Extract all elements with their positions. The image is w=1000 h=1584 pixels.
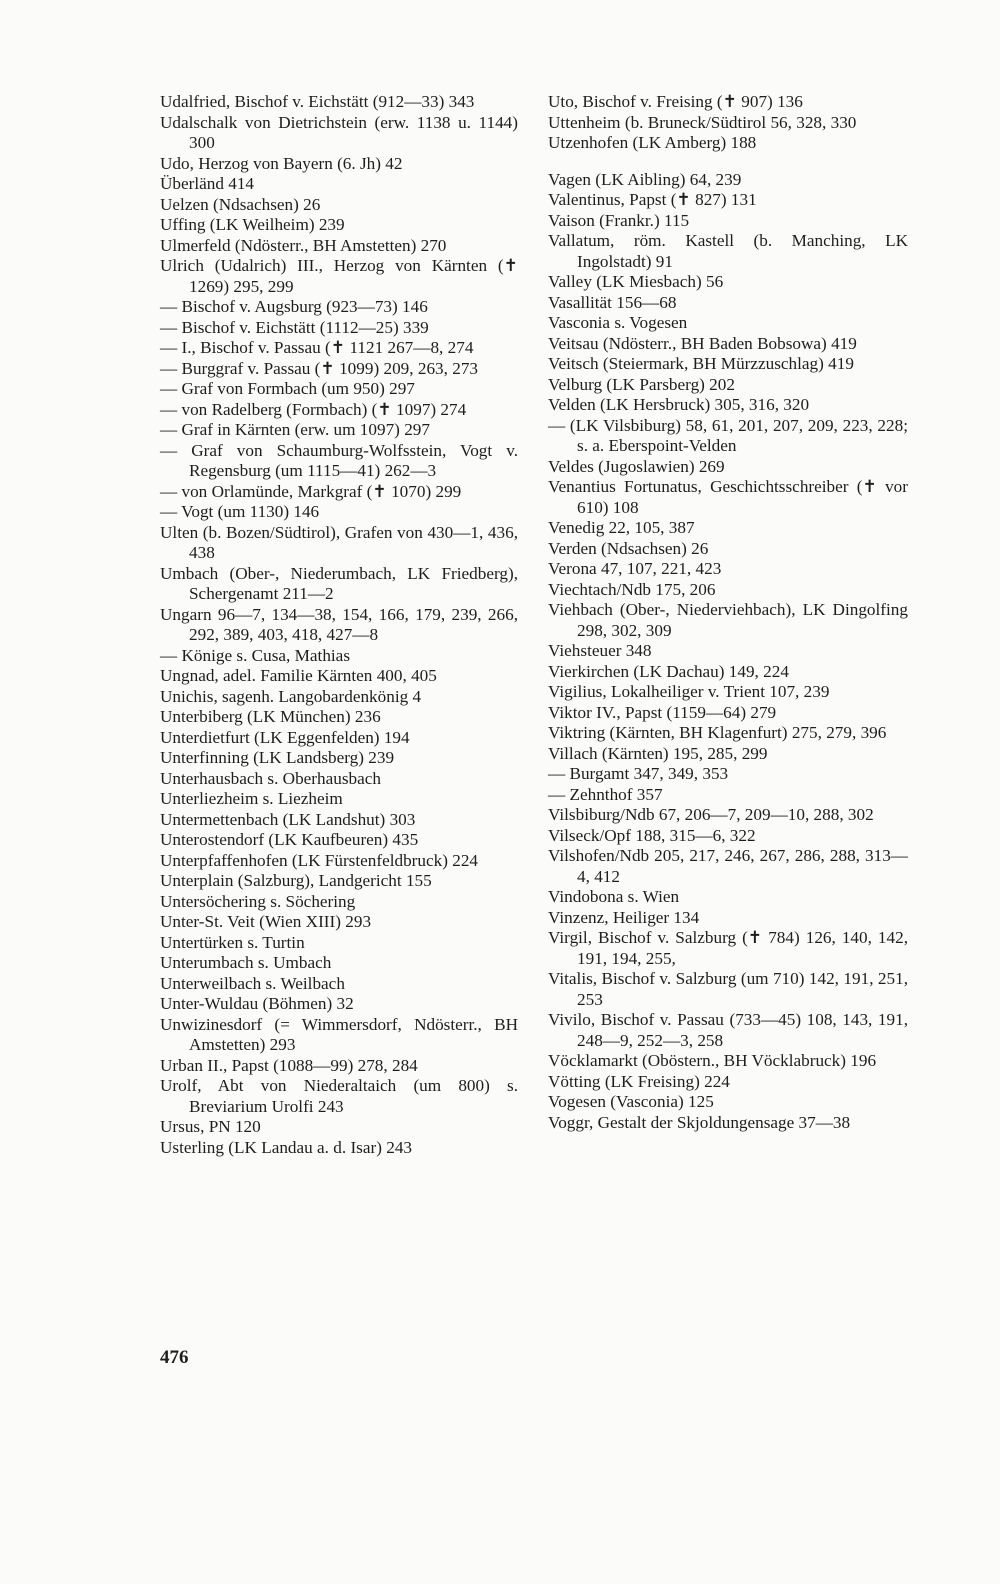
index-entry: Vilsbiburg/Ndb 67, 206—7, 209—10, 288, 302 [548,805,874,824]
index-entry: Unichis, sagenh. Langobardenkönig 4 [160,686,422,706]
index-entry: Vilseck/Opf 188, 315—6, 322 [548,825,756,845]
index-entry: Verden (Ndsachsen) 26 [548,538,709,558]
index-entry: Verona 47, 107, 221, 423 [548,559,722,578]
index-entry: Vallatum, röm. Kastell (b. Manching, LK Ingolstadt) 91 [548,231,908,271]
index-entry: Unterhausbach s. Oberhausbach [160,768,381,788]
index-entry: Villach (Kärnten) 195, 285, 299 [548,743,768,763]
index-entry: Veldes (Jugoslawien) 269 [548,456,725,476]
index-entry: Unterpfaffenhofen (LK Fürstenfeldbruck) 224 [160,850,479,870]
index-entry: — I., Bischof v. Passau (✝ 1121 267—8, 274 [160,338,474,357]
index-entry: — Graf von Formbach (um 950) 297 [160,379,415,398]
index-entry: Vindobona s. Wien [548,887,680,906]
index-entry: Ungnad, adel. Familie Kärnten 400, 405 [160,666,437,685]
index-entry: Viehbach (Ober-, Niederviehbach), LK Dingolfing 298, 302, 309 [548,600,908,640]
index-entry: — Burggraf v. Passau (✝ 1099) 209, 263, 273 [160,358,479,378]
index-entry: Unterostendorf (LK Kaufbeuren) 435 [160,830,419,849]
index-entry: — Vogt (um 1130) 146 [160,502,320,521]
index-entry: Vogesen (Vasconia) 125 [548,1092,714,1111]
index-entry: Ungarn 96—7, 134—38, 154, 166, 179, 239, 266, 292, 389, 403, 418, 427—8 [160,604,518,644]
index-entry: Veitsau (Ndösterr., BH Baden Bobsowa) 419 [548,333,857,353]
index-entry: — Burgamt 347, 349, 353 [548,764,729,783]
index-entry: Ulmerfeld (Ndösterr., BH Amstetten) 270 [160,235,447,255]
index-entry: — Bischof v. Augsburg (923—73) 146 [160,297,428,316]
index-entry: Vigilius, Lokalheiliger v. Trient 107, 239 [548,682,830,701]
left-column [160,92,518,1158]
index-entry: — von Orlamünde, Markgraf (✝ 1070) 299 [160,481,462,501]
index-entry: Voggr, Gestalt der Skjoldungensage 37—38 [548,1112,851,1132]
index-entry: Udalfried, Bischof v. Eichstätt (912—33) 343 [160,92,475,111]
index-entry: — Graf von Schaumburg-Wolfsstein, Vogt v. Regensburg (um 1115—41) 262—3 [160,440,518,480]
index-entry: Vasallität 156—68 [548,292,677,312]
index-entry: Unter-Wuldau (Böhmen) 32 [160,994,354,1013]
index-entry: Ulten (b. Bozen/Südtirol), Grafen von 430—1, 436, 438 [160,522,518,562]
index-entry: Unter-St. Veit (Wien XIII) 293 [160,912,372,931]
index-entry: Vitalis, Bischof v. Salzburg (um 710) 142, 191, 251, 253 [548,969,908,1009]
index-entry: Uffing (LK Weilheim) 239 [160,215,345,234]
index-entry: Viktring (Kärnten, BH Klagenfurt) 275, 279, 396 [548,723,887,742]
index-entry: Unterfinning (LK Landsberg) 239 [160,748,395,767]
index-entry: Veitsch (Steiermark, BH Mürzzuschlag) 419 [548,354,854,373]
index-entry: Utzenhofen (LK Amberg) 188 [548,133,757,152]
right-column [548,92,908,1133]
section-gap [548,154,908,170]
index-entry: Unterweilbach s. Weilbach [160,973,345,993]
index-entry: Vilshofen/Ndb 205, 217, 246, 267, 286, 288, 313—4, 412 [548,846,908,886]
index-entry: — Bischof v. Eichstätt (1112—25) 339 [160,317,429,337]
index-entry: Vinzenz, Heiliger 134 [548,907,700,927]
index-entry: Umbach (Ober-, Niederumbach, LK Friedberg), Schergenamt 211—2 [160,563,518,603]
index-entry: Vierkirchen (LK Dachau) 149, 224 [548,661,789,681]
index-entry: Venantius Fortunatus, Geschichtsschreiber (✝ vor 610) 108 [548,477,908,517]
index-entry: Viechtach/Ndb 175, 206 [548,579,716,599]
index-entry: Vaison (Frankr.) 115 [548,210,690,230]
index-entry: Velburg (LK Parsberg) 202 [548,374,735,394]
index-entry: Untermettenbach (LK Landshut) 303 [160,809,416,829]
index-entry: Unterplain (Salzburg), Landgericht 155 [160,871,432,890]
index-entry: Valley (LK Miesbach) 56 [548,272,724,291]
index-entry: Udalschalk von Dietrichstein (erw. 1138 u. 1144) 300 [160,112,518,152]
index-entry: Uto, Bischof v. Freising (✝ 907) 136 [548,92,803,111]
index-entry: Velden (LK Hersbruck) 305, 316, 320 [548,395,810,414]
index-entry: Ursus, PN 120 [160,1117,261,1136]
index-entry: Uelzen (Ndsachsen) 26 [160,194,321,214]
index-entry: — Zehnthof 357 [548,784,663,804]
index-entry: Virgil, Bischof v. Salzburg (✝ 784) 126, 140, 142, 191, 194, 255, [548,928,908,968]
index-entry: Viehsteuer 348 [548,641,652,660]
index-entry: — (LK Vilsbiburg) 58, 61, 201, 207, 209, 223, 228; s. a. Eberspoint-Velden [548,415,908,455]
index-entry: Ulrich (Udalrich) III., Herzog von Kärnten (✝ 1269) 295, 299 [160,256,518,296]
index-entry: Vagen (LK Aibling) 64, 239 [548,169,742,189]
index-entry: Usterling (LK Landau a. d. Isar) 243 [160,1137,413,1157]
index-entry: Vasconia s. Vogesen [548,313,688,332]
index-entry: Untertürken s. Turtin [160,932,305,952]
index-entry: Viktor IV., Papst (1159—64) 279 [548,702,777,722]
index-entry: Unterbiberg (LK München) 236 [160,707,381,726]
index-entry: Udo, Herzog von Bayern (6. Jh) 42 [160,153,403,173]
index-entry: Urban II., Papst (1088—99) 278, 284 [160,1055,418,1075]
index-entry: Unwizinesdorf (= Wimmersdorf, Ndösterr., BH Amstetten) 293 [160,1014,518,1054]
index-entry: Überländ 414 [160,174,255,193]
index-entry: Vöcklamarkt (Oböstern., BH Vöcklabruck) 196 [548,1051,877,1070]
index-entry: — Graf in Kärnten (erw. um 1097) 297 [160,420,430,439]
index-entry: Unterliezheim s. Liezheim [160,789,343,808]
index-entry: Venedig 22, 105, 387 [548,518,695,537]
index-entry: Uttenheim (b. Bruneck/Südtirol 56, 328, 330 [548,112,857,132]
index-entry: — Könige s. Cusa, Mathias [160,645,351,665]
index-entry: Vötting (LK Freising) 224 [548,1071,730,1091]
index-entry: — von Radelberg (Formbach) (✝ 1097) 274 [160,399,467,419]
index-entry: Urolf, Abt von Niederaltaich (um 800) s. Breviarium Urolfi 243 [160,1076,518,1116]
index-entry: Valentinus, Papst (✝ 827) 131 [548,190,757,209]
index-entry: Untersöchering s. Söchering [160,891,356,911]
index-entry: Unterdietfurt (LK Eggenfelden) 194 [160,727,410,747]
page-number: 476 [160,1347,189,1368]
index-entry: Unterumbach s. Umbach [160,953,332,972]
index-entry: Vivilo, Bischof v. Passau (733—45) 108, 143, 191, 248—9, 252—3, 258 [548,1010,908,1050]
